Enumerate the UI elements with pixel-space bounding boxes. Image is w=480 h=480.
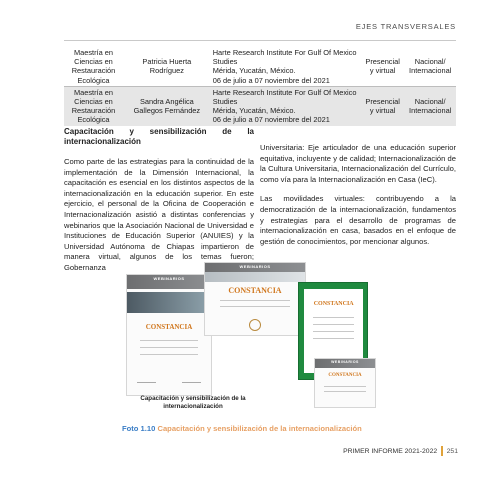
left-column bbox=[64, 127, 254, 283]
certificate-image: WEBINARIOS CONSTANCIA bbox=[204, 262, 306, 336]
report-title: PRIMER INFORME 2021-2022 bbox=[343, 447, 438, 455]
certificate-image: WEBINARIOS CONSTANCIA bbox=[126, 274, 212, 396]
modality-cell: Maestría en Ciencias en Restauración Ecológica bbox=[64, 86, 123, 125]
mobility-table bbox=[64, 47, 456, 126]
modality-cell: Maestría en Ciencias en Restauración Ecológica bbox=[64, 47, 123, 86]
figure-caption bbox=[122, 424, 362, 433]
certificates-figure bbox=[118, 262, 362, 416]
institution-cell: Harte Research Institute For Gulf Of Mexico Studies Mérida, Yucatán, México. 06 de julio a 07 noviembre del 2021 bbox=[211, 86, 361, 125]
name-cell: Sandra Angélica Gallegos Fernández bbox=[123, 86, 211, 125]
left-paragraph: Como parte de las estrategias para la continuidad de la implementación de la Dimensión Internacional, la capacitación es esencial en los distintos aspectos de la internacionalización en la educación superior. En este ejercicio, el personal de la Oficina de Cooperación e Internacionalización asistió a distintas conferencias y webinarios que la Asociación Nacional de Universidad e Instituciones de Educación Superior (ANUIES) y la Universidad Autónoma de Chiapas impartieron de manera virtual, algunos de los temas fueron; Gobernanza bbox=[64, 157, 254, 272]
right-paragraph-1: Universitaria: Eje articulador de una educación superior equitativa, incluyente y de calidad; Internacionalización de la Cultura Universitaria, Internacionalización del Currículo, como vía para la Internacionalización en Casa (IeC). bbox=[260, 143, 456, 184]
institution-cell: Harte Research Institute For Gulf Of Mexico Studies Mérida, Yucatán, México. 06 de julio a 07 noviembre del 2021 bbox=[211, 47, 361, 86]
table-row bbox=[64, 47, 456, 86]
page-footer bbox=[343, 446, 458, 456]
caption-label: Foto 1.10 bbox=[122, 424, 156, 433]
figure-inner-caption: Capacitación y sensibilización de la internacionalización bbox=[140, 395, 246, 410]
footer-divider bbox=[441, 446, 443, 456]
right-paragraph-2: Las movilidades virtuales: contribuyendo a la democratización de la internacionalización, fundamentos y estrategias para el desarrollo de programas de internacionalización en casa, basados en el enfoque de gestión de conocimientos, por mencionar algunos. bbox=[260, 194, 456, 246]
certificate-image: WEBINARIOS CONSTANCIA bbox=[314, 358, 376, 408]
certificate-image: CONSTANCIA bbox=[298, 282, 368, 380]
scope-cell: Nacional/ Internacional bbox=[404, 47, 456, 86]
scope-cell: Nacional/ Internacional bbox=[404, 86, 456, 125]
running-header: EJES TRANSVERSALES bbox=[355, 22, 456, 31]
header-divider bbox=[64, 40, 456, 41]
table-row bbox=[64, 86, 456, 125]
caption-text: Capacitación y sensibilización de la internacionalización bbox=[157, 424, 362, 433]
right-column bbox=[260, 143, 456, 256]
section-title: Capacitación y sensibilización de la internacionalización bbox=[64, 127, 254, 146]
page-number: 251 bbox=[446, 447, 458, 455]
mode-cell: Presencial y virtual bbox=[361, 86, 405, 125]
name-cell: Patricia Huerta Rodríguez bbox=[123, 47, 211, 86]
mode-cell: Presencial y virtual bbox=[361, 47, 405, 86]
